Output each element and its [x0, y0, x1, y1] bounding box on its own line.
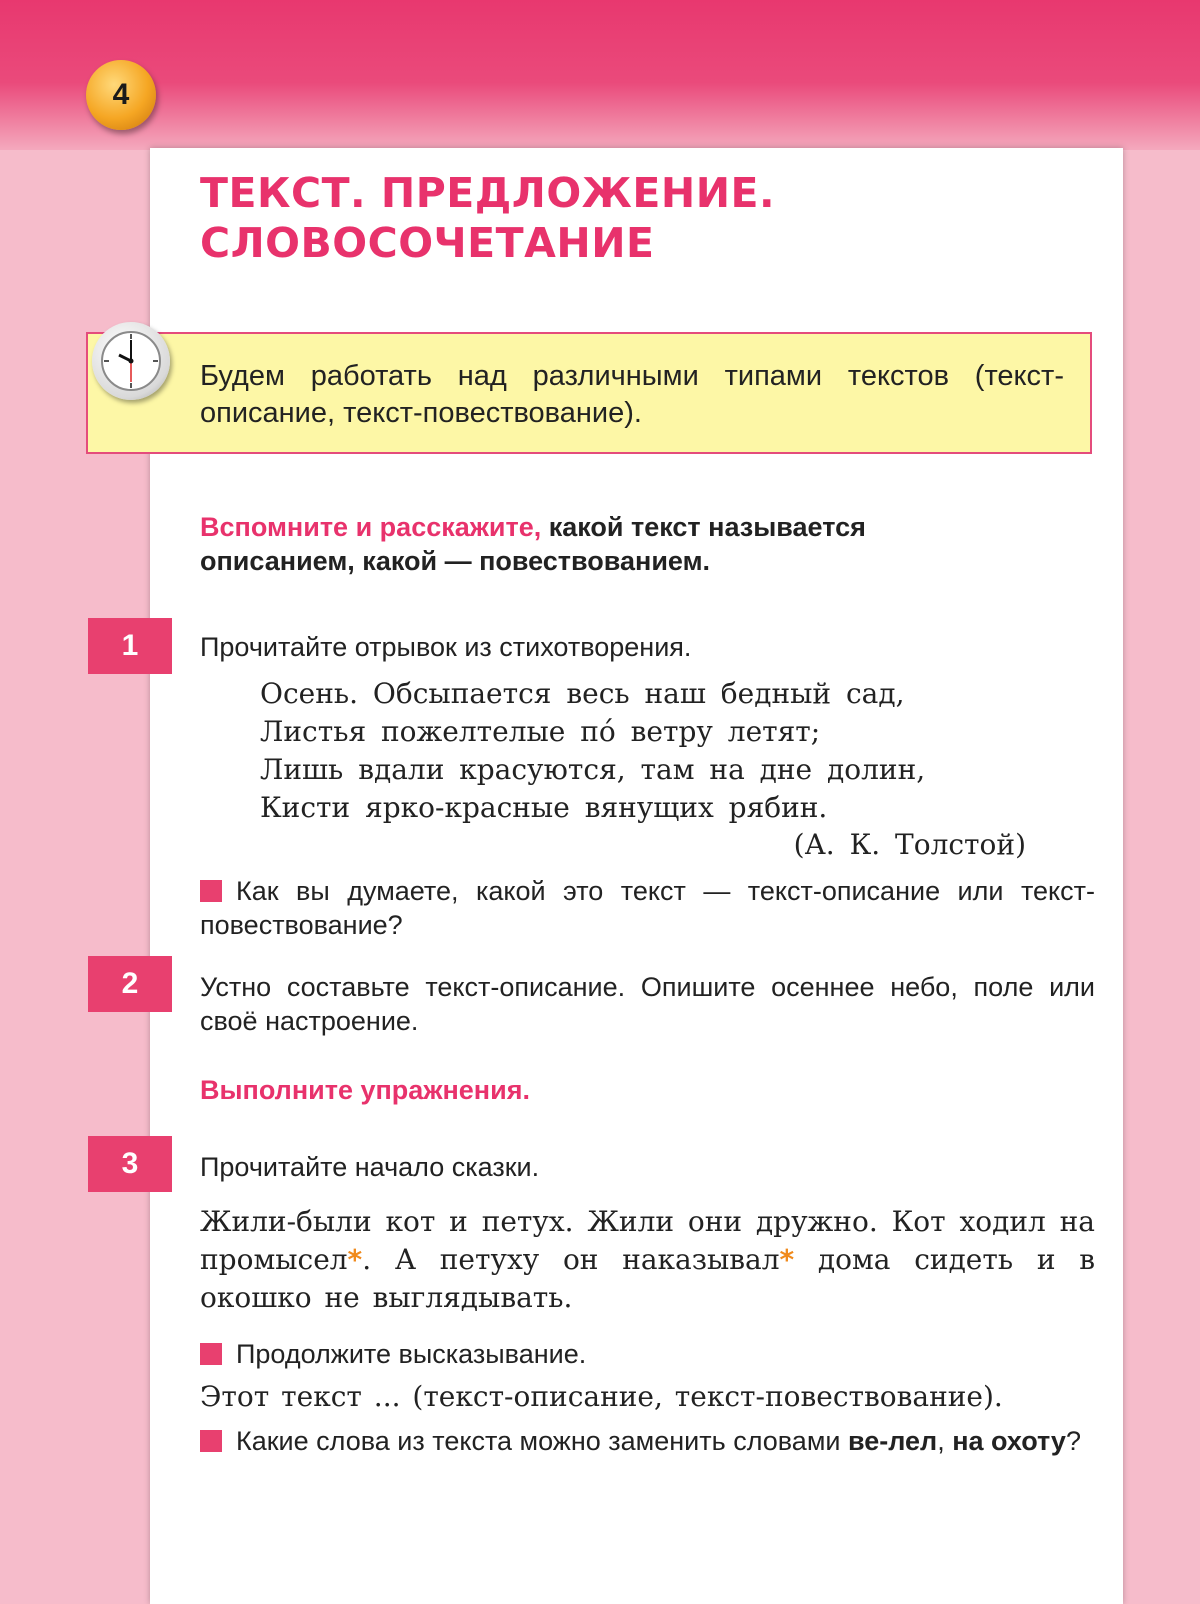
footnote-star-1: * [347, 1243, 363, 1276]
exercises-heading: Выполните упражнения. [200, 1075, 530, 1105]
title-line-1: ТЕКСТ. ПРЕДЛОЖЕНИЕ. [200, 169, 776, 217]
task-number-1: 1 [88, 618, 172, 674]
top-band [0, 0, 1200, 150]
task1-question-text: Как вы думаете, какой это текст — текст-описание или текст-повествование? [200, 876, 1095, 940]
replace-q-start: Какие слова из текста можно заменить словами [236, 1426, 848, 1456]
tale-part-3: дома сидеть и в окошко не выглядывать. [200, 1243, 1095, 1314]
recall-heading [200, 510, 1095, 544]
footnote-star-2: * [779, 1243, 795, 1276]
task3-replace-question [200, 1424, 1095, 1458]
clock-icon [92, 322, 170, 400]
this-text-statement: Этот текст ... (текст-описание, текст-повествование). [200, 1380, 1003, 1413]
replace-comma: , [937, 1426, 953, 1456]
recall-line-2: описанием, какой — повествованием. [200, 546, 711, 576]
poem-line-1: Осень. Обсыпается весь наш бедный сад, [260, 677, 905, 710]
tale-part-2: . А петуху он наказывал [362, 1243, 780, 1276]
tale-part-1: Жили-были кот и петух. Жили они дружно. Кот ходил на промысел [200, 1205, 1095, 1276]
task-number-3: 3 [88, 1136, 172, 1192]
replace-end: ? [1065, 1426, 1081, 1456]
task1-instruction: Прочитайте отрывок из стихотворения. [200, 632, 692, 662]
page-title [200, 168, 1100, 268]
poem-line-3: Лишь вдали красуются, там на дне долин, [260, 753, 926, 786]
poem-line-4: Кисти ярко-красные вянущих рябин. [260, 791, 828, 824]
task2-text: Устно составьте текст-описание. Опишите осеннее небо, поле или своё настроение. [200, 972, 1095, 1036]
poem-line-2: Листья пожелтелые по́ ветру летят; [260, 715, 821, 748]
recall-pink: Вспомните и расскажите, [200, 512, 542, 542]
page-number-badge: 4 [86, 60, 156, 130]
task1-question [200, 874, 1095, 942]
task-number-2: 2 [88, 956, 172, 1012]
bullet-square [200, 1430, 222, 1452]
goal-text: Будем работать над различными типами текстов (текст-описание, текст-повествование). [200, 360, 1064, 429]
task3-continue-text: Продолжите высказывание. [236, 1339, 587, 1369]
poem-author: (А. К. Толстой) [793, 828, 1026, 861]
bullet-square [200, 880, 222, 902]
tale-text [200, 1203, 1095, 1317]
bullet-square [200, 1343, 222, 1365]
title-line-2: СЛОВОСОЧЕТАНИЕ [200, 219, 655, 267]
recall-rest: какой текст называется [541, 512, 866, 542]
replace-word-2: на охоту [952, 1426, 1066, 1456]
poem [260, 675, 1040, 827]
replace-word-1: ве-лел [847, 1426, 938, 1456]
task3-instruction: Прочитайте начало сказки. [200, 1152, 540, 1182]
task3-continue [200, 1337, 1095, 1371]
